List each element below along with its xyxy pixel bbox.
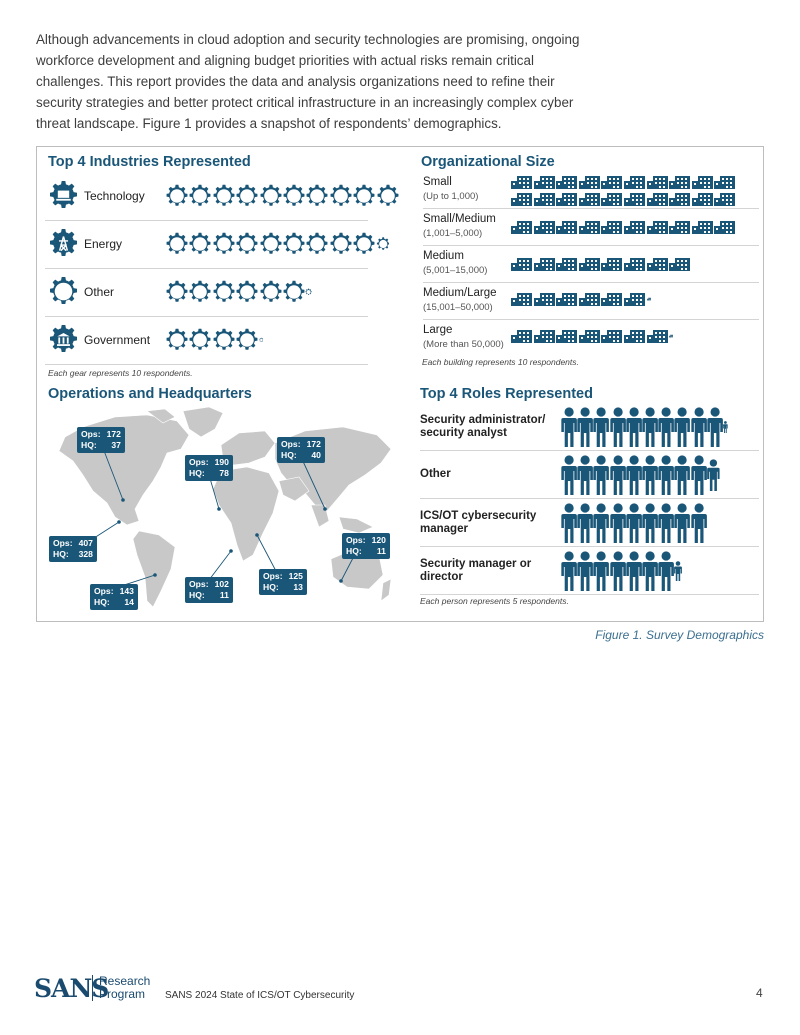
org-row-small [423, 171, 759, 209]
building-icon [624, 257, 645, 271]
roles-title: Top 4 Roles Represented [420, 386, 593, 402]
gear-icon [165, 280, 189, 304]
person-icon [674, 455, 690, 495]
building-icon [714, 220, 735, 234]
role-row-other [420, 451, 759, 499]
person-icon [561, 503, 577, 543]
building-icon [601, 329, 622, 343]
building-icon [556, 329, 577, 343]
building-icon [714, 192, 735, 206]
building-icon [624, 329, 645, 343]
building-icon [579, 292, 600, 306]
building-icon [647, 192, 668, 206]
region-tag-asia: Ops: 172 HQ: 40 [277, 437, 325, 463]
gear-icon [376, 232, 390, 256]
person-icon [577, 551, 593, 591]
building-icon [511, 220, 532, 234]
gear-icon [212, 280, 236, 304]
operations-title: Operations and Headquarters [48, 386, 252, 402]
org-size-title: Organizational Size [421, 154, 555, 170]
org-size-label: Medium [423, 250, 464, 262]
gear-icon [188, 280, 212, 304]
building-icon [647, 292, 651, 306]
gear-icon [48, 276, 79, 307]
person-icon [626, 503, 642, 543]
person-icon [610, 407, 626, 447]
person-icon [642, 407, 658, 447]
org-size-range: (Up to 1,000) [423, 191, 479, 202]
building-icon-row [511, 257, 692, 271]
building-icon [556, 192, 577, 206]
gear-icon [259, 232, 283, 256]
region-tag-us: Ops: 407 HQ: 328 [49, 536, 97, 562]
person-icon [658, 551, 674, 591]
person-icon [593, 551, 609, 591]
figure-caption: Figure 1. Survey Demographics [595, 628, 764, 642]
org-size-note: Each building represents 10 respondents. [422, 357, 579, 367]
page-number: 4 [756, 986, 763, 1000]
person-icon [707, 407, 723, 447]
building-icon [692, 220, 713, 234]
building-icon [556, 175, 577, 189]
footer-report-title: SANS 2024 State of ICS/OT Cybersecurity [165, 990, 355, 1001]
roles-note: Each person represents 5 respondents. [420, 596, 569, 606]
person-icon [561, 455, 577, 495]
person-icon [642, 455, 658, 495]
person-icon [674, 551, 682, 591]
org-size-label: Large [423, 324, 453, 336]
building-icon [556, 257, 577, 271]
building-icon [534, 175, 555, 189]
building-icon-row [511, 175, 759, 206]
gear-icon [165, 328, 189, 352]
building-icon-row [511, 329, 675, 343]
org-size-range: (5,001–15,000) [423, 265, 488, 276]
person-icon [593, 407, 609, 447]
person-icon [707, 455, 720, 495]
industry-label: Energy [84, 237, 123, 251]
industry-row-energy [45, 220, 368, 269]
org-size-label: Small [423, 176, 452, 188]
role-label: ICS/OT cybersecurity manager [420, 509, 537, 535]
building-icon [601, 257, 622, 271]
gear-icon [259, 184, 283, 208]
gear-icon [212, 184, 236, 208]
person-icon [658, 407, 674, 447]
industries-title: Top 4 Industries Represented [48, 154, 251, 170]
building-icon [534, 192, 555, 206]
region-tag-africa: Ops: 102 HQ: 11 [185, 577, 233, 603]
person-icon [561, 407, 577, 447]
gear-icon-row [165, 184, 399, 208]
person-icon [658, 455, 674, 495]
gear-icon [235, 328, 259, 352]
building-icon [692, 192, 713, 206]
org-size-range: (15,001–50,000) [423, 302, 493, 313]
gear-icon-row [165, 328, 263, 352]
building-icon [579, 175, 600, 189]
industry-row-other [45, 268, 368, 317]
gear-icon [352, 184, 376, 208]
gear-icon [282, 232, 306, 256]
building-icon [714, 175, 735, 189]
gear-icon [259, 328, 263, 352]
building-icon-row [511, 220, 737, 234]
role-label: Security administrator/ security analyst [420, 413, 546, 439]
region-tag-middle-east: Ops: 125 HQ: 13 [259, 569, 307, 595]
gear-icon [352, 232, 376, 256]
gear-icon-row [165, 232, 389, 256]
gear-icon [235, 280, 259, 304]
building-icon [579, 329, 600, 343]
gear-icon [188, 328, 212, 352]
gear-icon [376, 184, 399, 208]
industry-label: Government [84, 333, 151, 347]
gear-icon [188, 232, 212, 256]
person-icon [626, 455, 642, 495]
org-row-large [423, 319, 759, 356]
building-icon [669, 220, 690, 234]
industries-note: Each gear represents 10 respondents. [48, 368, 193, 378]
building-icon [647, 220, 668, 234]
building-icon [624, 292, 645, 306]
building-icon [556, 292, 577, 306]
research-program-label: Research Program [92, 975, 150, 1001]
org-size-range: (1,001–5,000) [423, 228, 483, 239]
person-icon [626, 407, 642, 447]
industry-row-government [45, 316, 368, 365]
building-icon [534, 329, 555, 343]
person-icon [723, 407, 728, 447]
gear-icon [212, 328, 236, 352]
sans-logo-text: SANS [34, 974, 109, 1003]
building-icon [534, 220, 555, 234]
gear-icon [188, 184, 212, 208]
person-icon [577, 455, 593, 495]
building-icon [669, 192, 690, 206]
building-icon [624, 192, 645, 206]
gear-icon [282, 280, 306, 304]
person-icon-row [561, 455, 720, 495]
building-icon [511, 292, 532, 306]
org-row-medium [423, 245, 759, 283]
building-icon [669, 175, 690, 189]
gear-icon [235, 232, 259, 256]
building-icon [579, 192, 600, 206]
building-icon [647, 175, 668, 189]
building-icon [624, 220, 645, 234]
government-building-gear-icon [48, 324, 79, 355]
person-icon [691, 407, 707, 447]
person-icon [674, 503, 690, 543]
person-icon-row [561, 551, 682, 591]
gear-icon-row [165, 280, 312, 304]
org-size-range: (More than 50,000) [423, 339, 504, 350]
region-tag-europe: Ops: 190 HQ: 78 [185, 455, 233, 481]
person-icon-row [561, 503, 707, 543]
org-size-label: Small/Medium [423, 213, 496, 225]
building-icon [511, 175, 532, 189]
person-icon [658, 503, 674, 543]
building-icon [579, 220, 600, 234]
gear-icon [212, 232, 236, 256]
person-icon-row [561, 407, 728, 447]
person-icon [610, 551, 626, 591]
gear-icon [329, 184, 353, 208]
region-tag-oceania: Ops: 120 HQ: 11 [342, 533, 390, 559]
region-tag-south-america: Ops: 143 HQ: 14 [90, 584, 138, 610]
person-icon [593, 503, 609, 543]
person-icon [642, 503, 658, 543]
gear-icon [305, 184, 329, 208]
building-icon [511, 257, 532, 271]
building-icon [669, 329, 673, 343]
building-icon [624, 175, 645, 189]
role-label: Security manager or director [420, 557, 532, 583]
industry-label: Technology [84, 189, 145, 203]
laptop-gear-icon [48, 180, 79, 211]
person-icon [691, 455, 707, 495]
building-icon [647, 329, 668, 343]
building-icon [669, 257, 690, 271]
person-icon [674, 407, 690, 447]
building-icon [579, 257, 600, 271]
org-size-label: Medium/Large [423, 287, 497, 299]
building-icon [601, 175, 622, 189]
person-icon [610, 455, 626, 495]
person-icon [561, 551, 577, 591]
building-icon [511, 329, 532, 343]
building-icon [556, 220, 577, 234]
power-tower-gear-icon [48, 228, 79, 259]
building-icon [534, 257, 555, 271]
role-row-security-manager [420, 547, 759, 595]
survey-demographics-figure [36, 146, 764, 622]
role-row-ics-ot-manager [420, 499, 759, 547]
gear-icon [305, 232, 329, 256]
region-tag-canada: Ops: 172 HQ: 37 [77, 427, 125, 453]
industry-label: Other [84, 285, 115, 299]
person-icon [577, 407, 593, 447]
gear-icon [259, 280, 283, 304]
building-icon [692, 175, 713, 189]
role-label: Other [420, 468, 451, 480]
person-icon [577, 503, 593, 543]
role-row-security-analyst [420, 403, 759, 451]
gear-icon [282, 184, 306, 208]
building-icon [511, 192, 532, 206]
person-icon [626, 551, 642, 591]
person-icon [610, 503, 626, 543]
gear-icon [165, 184, 189, 208]
building-icon [601, 192, 622, 206]
gear-icon [165, 232, 189, 256]
org-row-medium-large [423, 282, 759, 320]
gear-icon [305, 280, 312, 304]
building-icon-row [511, 292, 652, 306]
person-icon [691, 503, 707, 543]
building-icon [601, 220, 622, 234]
intro-paragraph: Although advancements in cloud adoption and security technologies are promising, ongoing workforce development and aligning budget priorities with actual risks remain critical challenges. This report provides the data and analysis organizations need to refine their security strategies and better protect critical infrastructure in an increasingly complex cyber threat landscape. Figure 1 provides a snapshot of respondents’ demographics. [36, 32, 580, 131]
person-icon [593, 455, 609, 495]
industry-row-technology [45, 172, 368, 221]
building-icon [601, 292, 622, 306]
person-icon [642, 551, 658, 591]
building-icon [647, 257, 668, 271]
sans-logo [34, 974, 151, 1003]
gear-icon [329, 232, 353, 256]
building-icon [534, 292, 555, 306]
gear-icon [235, 184, 259, 208]
org-row-small-medium [423, 208, 759, 246]
